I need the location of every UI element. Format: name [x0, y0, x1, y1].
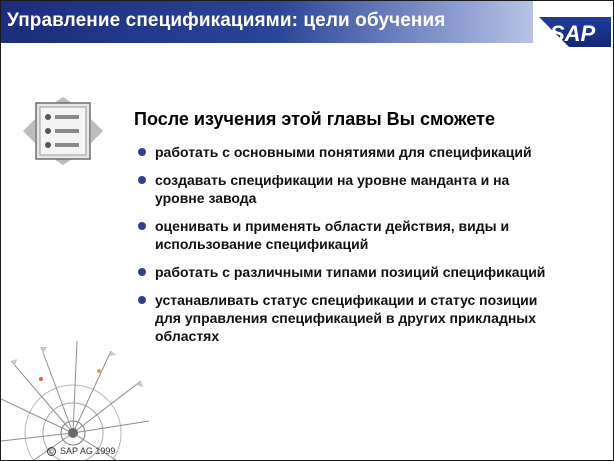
bullet-icon: [138, 268, 146, 276]
slide-title: Управление спецификациями: цели обучения: [7, 10, 446, 31]
bullet-icon: [138, 176, 146, 184]
list-item-text: работать с основными понятиями для спецификаций: [155, 144, 532, 160]
copyright: [47, 446, 115, 456]
content-heading: После изучения этой главы Вы сможете: [134, 109, 496, 129]
list-item: [138, 143, 558, 161]
sap-logo: [533, 1, 613, 51]
decorative-wheel-image: [1, 341, 151, 461]
list-item-text: создавать спецификации на уровне манданта и на уровне завода: [155, 172, 510, 206]
sap-logo-text: SAP: [550, 21, 596, 46]
header-bar: [1, 1, 613, 46]
objectives-list-icon: [23, 97, 103, 165]
list-item: [138, 171, 558, 207]
list-item-text: работать с различными типами позиций спецификаций: [155, 264, 546, 280]
list-item: [138, 291, 558, 345]
list-item: [138, 263, 558, 281]
bullet-icon: [138, 222, 146, 230]
copyright-icon: ©: [48, 448, 55, 456]
objectives-list: [138, 143, 558, 355]
copyright-text: SAP AG 1999: [60, 446, 116, 456]
bullet-icon: [138, 296, 146, 304]
list-item-text: устанавливать статус спецификации и статус позиции для управления спецификацией в других прикладных областях: [155, 292, 538, 344]
list-item-text: оценивать и применять области действия, виды и использование спецификаций: [155, 218, 510, 252]
list-item: [138, 217, 558, 253]
bullet-icon: [138, 148, 146, 156]
